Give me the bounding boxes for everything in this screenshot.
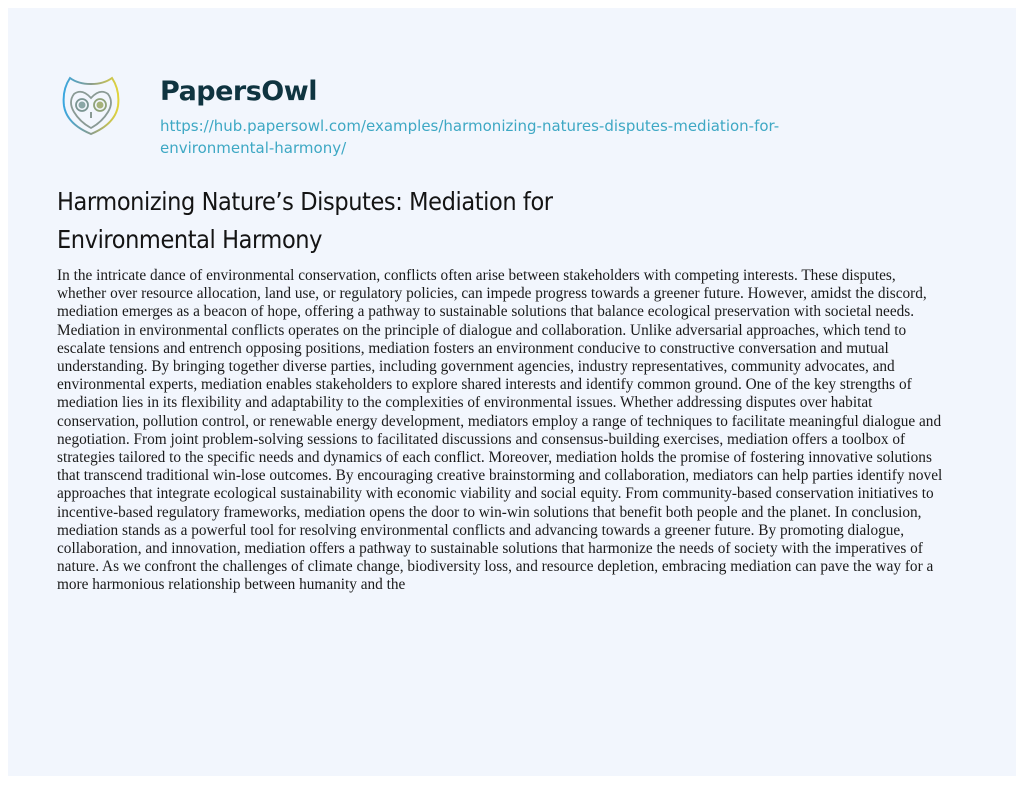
body-line: mediation stands as a powerful tool for resolving environmental conflicts and advancing towards a greener future. By promoting dialogue, xyxy=(57,521,905,539)
body-line: whether over resource allocation, land use, or regulatory policies, can impede progress towards a greener future. However, amidst the discord, xyxy=(57,285,927,303)
title-line: Environmental Harmony xyxy=(57,225,323,254)
source-url[interactable] xyxy=(160,115,860,159)
body-line: conservation, pollution control, or renewable energy development, mediators employ a range of techniques to facilitate meaningful dialogue and xyxy=(57,412,942,430)
url-line[interactable]: environmental-harmony/ xyxy=(160,139,347,157)
body-line: collaboration, and innovation, mediation offers a pathway to sustainable solutions that harmonize the needs of society with the imperatives of xyxy=(57,540,923,558)
owl-logo-icon xyxy=(60,76,122,136)
body-line: escalate tensions and entrench opposing positions, mediation fosters an environment conducive to constructive conversation and mutual xyxy=(57,339,889,357)
article-body xyxy=(57,267,1017,595)
brand-name[interactable]: PapersOwl xyxy=(160,76,317,107)
body-line: nature. As we confront the challenges of climate change, biodiversity loss, and resource depletion, embracing mediation can pave the way for a xyxy=(57,558,934,576)
body-line: understanding. By bringing together diverse parties, including government agencies, industry representatives, community advocates, and xyxy=(57,358,895,376)
body-line: Mediation in environmental conflicts operates on the principle of dialogue and collaboration. Unlike adversarial approaches, which tend to xyxy=(57,321,907,339)
body-line: strategies tailored to the specific needs and dynamics of each conflict. Moreover, mediation holds the promise of fostering innovative solutions xyxy=(57,449,932,467)
document-card xyxy=(8,8,1016,776)
body-line: that transcend traditional win-lose outcomes. By encouraging creative brainstorming and collaboration, mediators can help parties identify novel xyxy=(57,467,943,485)
body-line: negotiation. From joint problem-solving sessions to facilitated discussions and consensus-building exercises, mediation offers a toolbox of xyxy=(57,430,906,448)
title-line: Harmonizing Nature’s Disputes: Mediation for xyxy=(57,187,553,216)
url-line[interactable]: https://hub.papersowl.com/examples/harmonizing-natures-disputes-mediation-for- xyxy=(160,117,780,135)
body-line: incentive-based regulatory frameworks, mediation opens the door to win-win solutions that benefit both people and the planet. In conclusion, xyxy=(57,503,922,521)
body-line: mediation emerges as a beacon of hope, offering a pathway to sustainable solutions that balance ecological preservation with societal needs. xyxy=(57,303,915,321)
page-title xyxy=(57,183,553,259)
body-line: approaches that integrate ecological sustainability with economic viability and social equity. From community-based conservation initiatives to xyxy=(57,485,934,503)
body-line: In the intricate dance of environmental conservation, conflicts often arise between stakeholders with competing interests. These disputes, xyxy=(57,267,896,284)
body-line: more harmonious relationship between humanity and the xyxy=(57,576,406,594)
body-line: environmental experts, mediation enables stakeholders to explore shared interests and identify common ground. One of the key strengths of xyxy=(57,376,912,394)
body-line: mediation lies in its flexibility and adaptability to the complexities of environmental issues. Whether addressing disputes over habitat xyxy=(57,394,873,412)
